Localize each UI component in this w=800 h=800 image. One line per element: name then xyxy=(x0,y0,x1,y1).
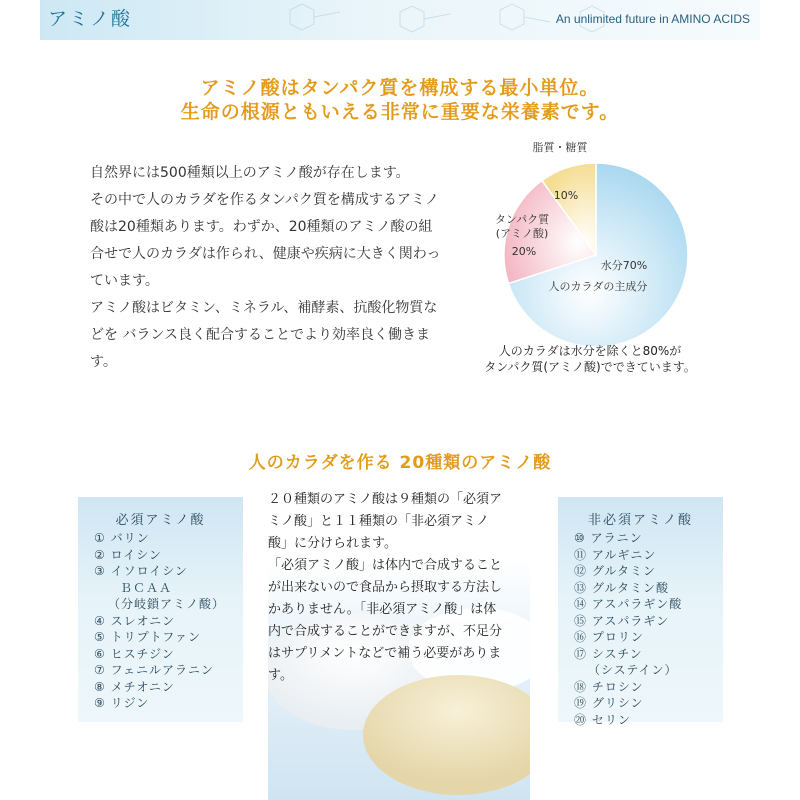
list-item: ⑥ ヒスチジン xyxy=(94,646,175,661)
list-item: （システイン） xyxy=(588,663,678,677)
list-item: ② ロイシン xyxy=(94,547,162,562)
intro-line: その中で人のカラダを作るタンパク質を構成するアミノ xyxy=(90,192,439,208)
page-title: アミノ酸 xyxy=(48,8,133,30)
list-item: ⑫ グルタミン xyxy=(574,564,656,578)
list-item: ⑪ アルギニン xyxy=(574,547,657,562)
middle-line: ミノ酸」と１１種類の「非必須アミノ xyxy=(268,514,490,529)
intro-line: す。 xyxy=(90,354,117,370)
list-item: ④ スレオニン xyxy=(94,613,176,628)
middle-line: が出来ないので食品から摂取する方法し xyxy=(268,580,503,595)
essential-list xyxy=(94,530,225,712)
list-item: ⑩ アラニン xyxy=(574,531,643,545)
pie-label-fat: 脂質・糖質 xyxy=(532,141,588,154)
list-item: ⑬ グルタミン酸 xyxy=(574,580,669,595)
list-item: ⑭ アスパラギン酸 xyxy=(574,597,683,611)
list-item: ＢＣＡＡ xyxy=(120,580,173,595)
pie-label-protein-sub: (アミノ酸) xyxy=(495,227,549,240)
list-item: ⑳ セリン xyxy=(574,712,631,727)
middle-line: かありません。「非必須アミノ酸」は体 xyxy=(268,602,497,617)
body-composition-pie-chart xyxy=(476,135,706,375)
pie-label-water: 水分70% xyxy=(600,259,648,272)
list-item: （分岐鎖アミノ酸） xyxy=(108,597,226,611)
list-item: ⑰ シスチン xyxy=(574,646,643,661)
amino-acid-description xyxy=(268,489,530,687)
essential-amino-acids-panel xyxy=(78,497,243,722)
middle-line: 酸」に分けられます。 xyxy=(268,536,397,551)
nonessential-panel-title: 非必須アミノ酸 xyxy=(587,513,693,528)
list-item: ⑨ リジン xyxy=(94,696,150,710)
list-item: ① バリン xyxy=(94,531,150,545)
middle-line: はサプリメントなどで補う必要がありま xyxy=(268,646,502,661)
list-item: ⑮ アスパラギン xyxy=(574,613,670,628)
pie-label-protein: タンパク質 xyxy=(494,213,550,226)
list-item: ⑱ チロシン xyxy=(574,679,644,694)
intro-line: ています。 xyxy=(90,273,159,289)
pie-center-label: 人のカラダの主成分 xyxy=(548,280,648,293)
list-item: ③ イソロイシン xyxy=(94,564,188,578)
middle-line: す。 xyxy=(268,668,293,683)
pie-caption-line: タンパク質(アミノ酸)でできています。 xyxy=(484,360,696,374)
pie-caption-line: 人のカラダは水分を除くと80%が xyxy=(498,344,682,358)
section-title: 人のカラダを作る 20種類のアミノ酸 xyxy=(248,453,552,473)
headline-line-2: 生命の根源ともいえる非常に重要な栄養素です。 xyxy=(180,101,620,123)
pie-caption xyxy=(470,343,710,375)
header-tagline: An unlimited future in AMINO ACIDS xyxy=(555,12,750,26)
intro-line: 自然界には500種類以上のアミノ酸が存在します。 xyxy=(90,165,410,181)
intro-line: アミノ酸はビタミン、ミネラル、補酵素、抗酸化物質な xyxy=(90,300,438,316)
list-item: ⑯ プロリン xyxy=(574,630,644,644)
list-item: ⑤ トリプトファン xyxy=(94,630,201,644)
intro-line: 合せで人のカラダは作られ、健康や疾病に大きく関わっ xyxy=(90,246,441,262)
headline-line-1: アミノ酸はタンパク質を構成する最小単位。 xyxy=(200,77,600,99)
middle-line: 「必須アミノ酸」は体内で合成すること xyxy=(268,558,503,573)
page-header xyxy=(40,0,760,40)
intro-text xyxy=(90,160,470,376)
middle-line: ２０種類のアミノ酸は９種類の「必須ア xyxy=(268,492,503,507)
pie-value-fat: 10% xyxy=(553,189,579,202)
pie-value-protein: 20% xyxy=(511,245,537,258)
list-item: ⑦ フェニルアラニン xyxy=(94,663,214,677)
nonessential-list xyxy=(574,530,682,728)
essential-panel-title: 必須アミノ酸 xyxy=(115,513,206,528)
middle-line: 内で合成することができますが、不足分 xyxy=(268,624,503,639)
list-item: ⑧ メチオニン xyxy=(94,679,175,694)
intro-line: どを バランス良く配合することでより効率良く働きま xyxy=(90,327,431,343)
intro-line: 酸は20種類あります。わずか、20種類のアミノ酸の組 xyxy=(90,219,433,235)
list-item: ⑲ グリシン xyxy=(574,696,644,710)
nonessential-amino-acids-panel xyxy=(558,497,723,727)
